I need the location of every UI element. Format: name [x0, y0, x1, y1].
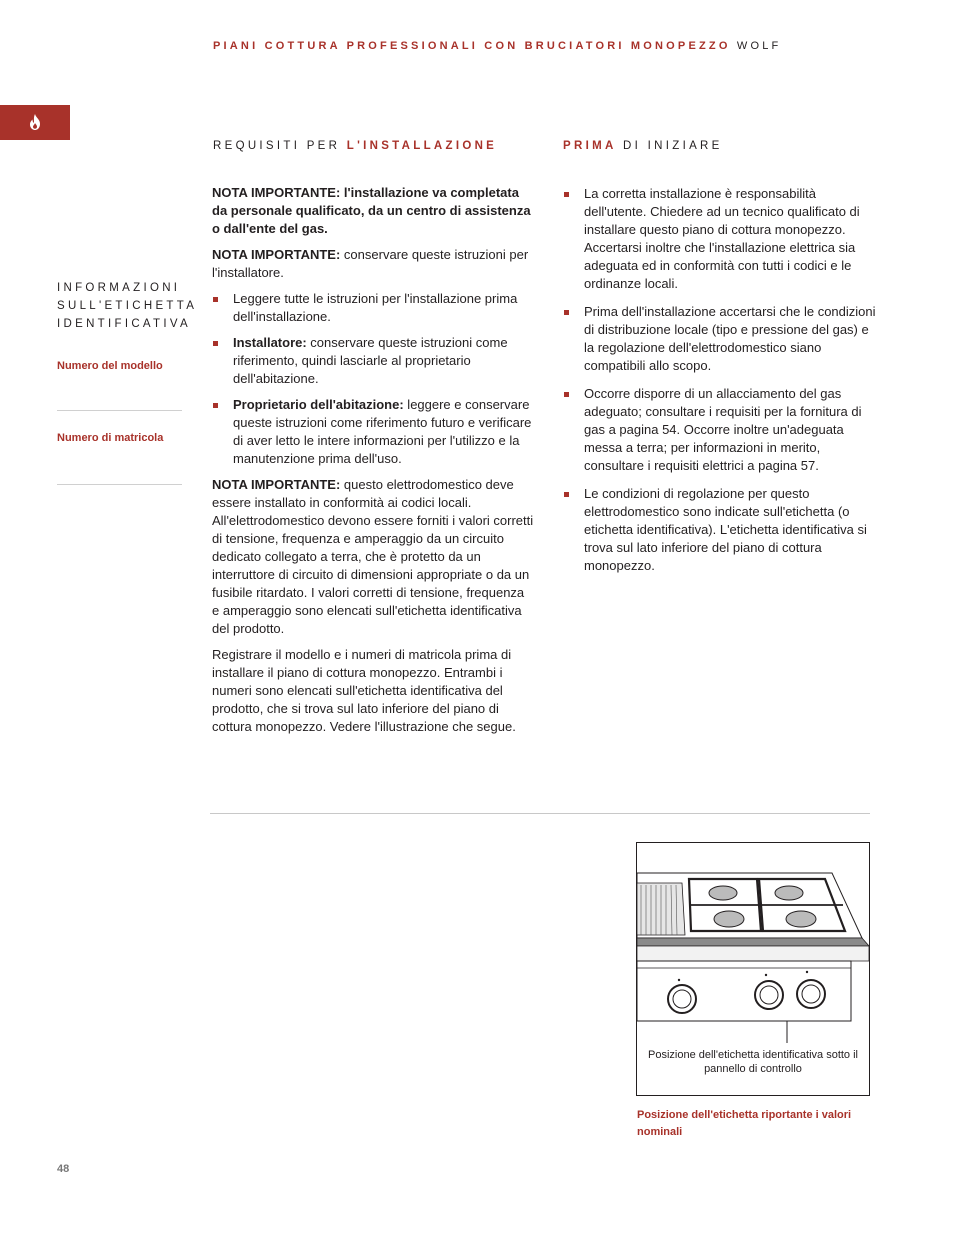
- sidebar-heading-line: IDENTIFICATIVA: [57, 318, 191, 330]
- sidebar-heading-line: INFORMAZIONI: [57, 282, 181, 294]
- bullet-text: conservare queste istruzioni come riferimento, quindi lasciarle al proprietario dell'abitazione.: [233, 335, 508, 386]
- installation-requirements-body: [212, 184, 534, 744]
- figure-caption: Posizione dell'etichetta riportante i valori nominali: [637, 1109, 852, 1138]
- list-item: [212, 290, 534, 326]
- note-text: questo elettrodomestico deve essere installato in conformità ai codici locali. All'elettrodomestico devono essere forniti i valori corretti di tensione, frequenza e amperaggio da un circuito dedicato collegato a terra, che è protetto da un interruttore di circuito di dimensioni appropriate o da un fusibile ritardato. I valori corretti di tensione, frequenza e amperaggio sono elencati sull'etichetta identificativa del prodotto.: [212, 477, 534, 636]
- bullet-text: Occorre disporre di un allacciamento del gas adeguato; consultare i requisiti per la fornitura di gas a pagina 54. Occorre inoltre un'adeguata messa a terra; per informazioni in merito, consultare i requisiti elettrici a pagina 57.: [584, 386, 862, 473]
- list-item: [563, 485, 879, 575]
- model-number-line: [57, 410, 182, 411]
- list-item: [563, 303, 879, 375]
- list-item: [563, 385, 879, 475]
- installation-requirements-heading: [213, 140, 497, 152]
- bullet-text: Le condizioni di regolazione per questo elettrodomestico sono indicate sull'etichetta (o etichetta identificativa). L'etichetta identificativa si trova sul lato inferiore del piano di cottura monopezzo.: [584, 486, 867, 573]
- serial-number-label: Numero di matricola: [57, 432, 164, 444]
- section-tab: [0, 105, 70, 140]
- heading-red: PRIMA: [563, 140, 617, 152]
- running-header: [213, 40, 781, 52]
- note-text: conservare queste istruzioni per l'installatore.: [212, 247, 529, 280]
- note-label: NOTA IMPORTANTE:: [212, 477, 341, 492]
- list-item: [563, 185, 879, 293]
- sidebar-heading: [57, 279, 197, 333]
- figure-label: Posizione dell'etichetta identificativa sotto il pannello di controllo: [648, 1049, 858, 1075]
- list-item: [212, 396, 534, 468]
- heading-red: L'INSTALLAZIONE: [346, 140, 498, 152]
- bullet-text: leggere e conservare queste istruzioni come riferimento futuro e verificare di aver letto le intere informazioni per l'utilizzo e la manutenzione prima dell'uso.: [233, 397, 532, 466]
- before-starting-body: [563, 185, 879, 583]
- note-label: NOTA IMPORTANTE:: [212, 247, 341, 262]
- section-divider: [210, 813, 870, 814]
- page-number: 48: [57, 1163, 70, 1175]
- serial-number-line: [57, 484, 182, 485]
- rangetop-illustration: [637, 843, 869, 1043]
- bullet-text: Leggere tutte le istruzioni per l'installazione prima dell'installazione.: [233, 291, 518, 324]
- heading-plain: DI INIZIARE: [616, 140, 723, 152]
- bullet-text: La corretta installazione è responsabilità dell'utente. Chiedere ad un tecnico qualificato di installare questo piano di cottura monopezzo. Accertarsi inoltre che l'installazione elettrica sia adeguata ed in conformità con tutti i codici e le ordinanze locali.: [584, 186, 860, 291]
- list-item: [212, 334, 534, 388]
- register-paragraph: Registrare il modello e i numeri di matricola prima di installare il piano di cottura monopezzo. Entrambi i numeri sono elencati sull'etichetta identificativa del prodotto, che si trova sul lato inferiore del piano di cottura monopezzo. Vedere l'illustrazione che segue.: [212, 647, 516, 734]
- bullet-label: Installatore:: [233, 335, 307, 350]
- before-starting-heading: [563, 140, 723, 152]
- rating-label-figure: [636, 842, 870, 1096]
- header-brand: WOLF: [736, 40, 782, 52]
- bullet-label: Proprietario dell'abitazione:: [233, 397, 404, 412]
- sidebar-heading-line: SULL'ETICHETTA: [57, 300, 198, 312]
- note-important-1: NOTA IMPORTANTE: l'installazione va completata da personale qualificato, da un centro di assistenza o dall'ente del gas.: [212, 185, 531, 236]
- bullet-text: Prima dell'installazione accertarsi che le condizioni di distribuzione locale (tipo e pressione del gas) e la regolazione dell'elettrodomestico siano compatibili allo scopo.: [584, 304, 876, 373]
- flame-icon: [29, 114, 41, 130]
- heading-plain: REQUISITI PER: [213, 140, 347, 152]
- model-number-label: Numero del modello: [57, 360, 163, 372]
- header-title: PIANI COTTURA PROFESSIONALI CON BRUCIATORI MONOPEZZO: [213, 40, 731, 52]
